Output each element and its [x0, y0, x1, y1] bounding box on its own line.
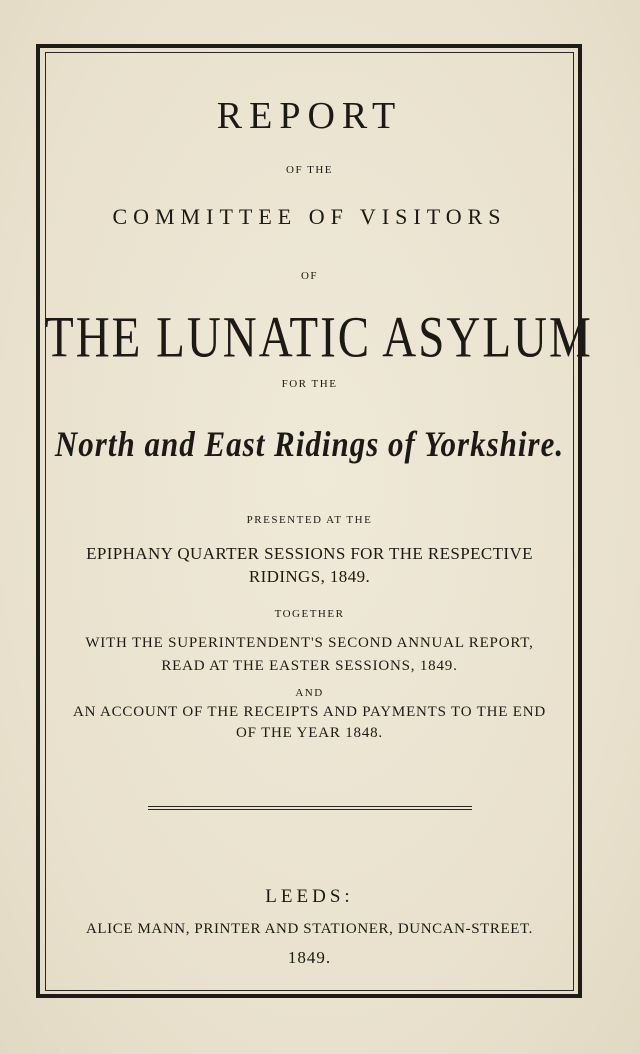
presented-label: PRESENTED AT THE: [246, 514, 373, 526]
epiphany-line-1: EPIPHANY QUARTER SESSIONS FOR THE RESPECTIVE: [86, 544, 533, 563]
account-text: [45, 702, 574, 744]
imprint-city: LEEDS:: [265, 886, 354, 907]
superintendent-line-2: READ AT THE EASTER SESSIONS, 1849.: [161, 658, 458, 674]
report-heading: REPORT: [216, 95, 403, 137]
divider-rule: [148, 806, 472, 810]
account-line-2: OF THE YEAR 1848.: [236, 725, 383, 741]
and-label: AND: [295, 687, 324, 699]
ridings-heading: North and East Ridings of Yorkshire.: [54, 424, 565, 465]
imprint-year: 1849.: [287, 948, 332, 967]
superintendent-report-text: [45, 632, 574, 678]
of-label: OF: [300, 270, 319, 282]
for-the-label: FOR THE: [281, 378, 338, 390]
epiphany-sessions-text: [45, 542, 574, 588]
committee-heading: COMMITTEE OF VISITORS: [112, 204, 507, 229]
of-the-label: OF THE: [286, 164, 333, 176]
imprint-printer: ALICE MANN, PRINTER AND STATIONER, DUNCAN-STREET.: [85, 921, 534, 937]
together-label: TOGETHER: [274, 608, 345, 620]
superintendent-line-1: WITH THE SUPERINTENDENT'S SECOND ANNUAL REPORT,: [85, 635, 534, 651]
title-content: [45, 52, 593, 991]
asylum-heading: THE LUNATIC ASYLUM: [45, 305, 593, 371]
account-line-1: AN ACCOUNT OF THE RECEIPTS AND PAYMENTS TO THE END: [73, 704, 546, 720]
epiphany-line-2: RIDINGS, 1849.: [248, 567, 371, 586]
